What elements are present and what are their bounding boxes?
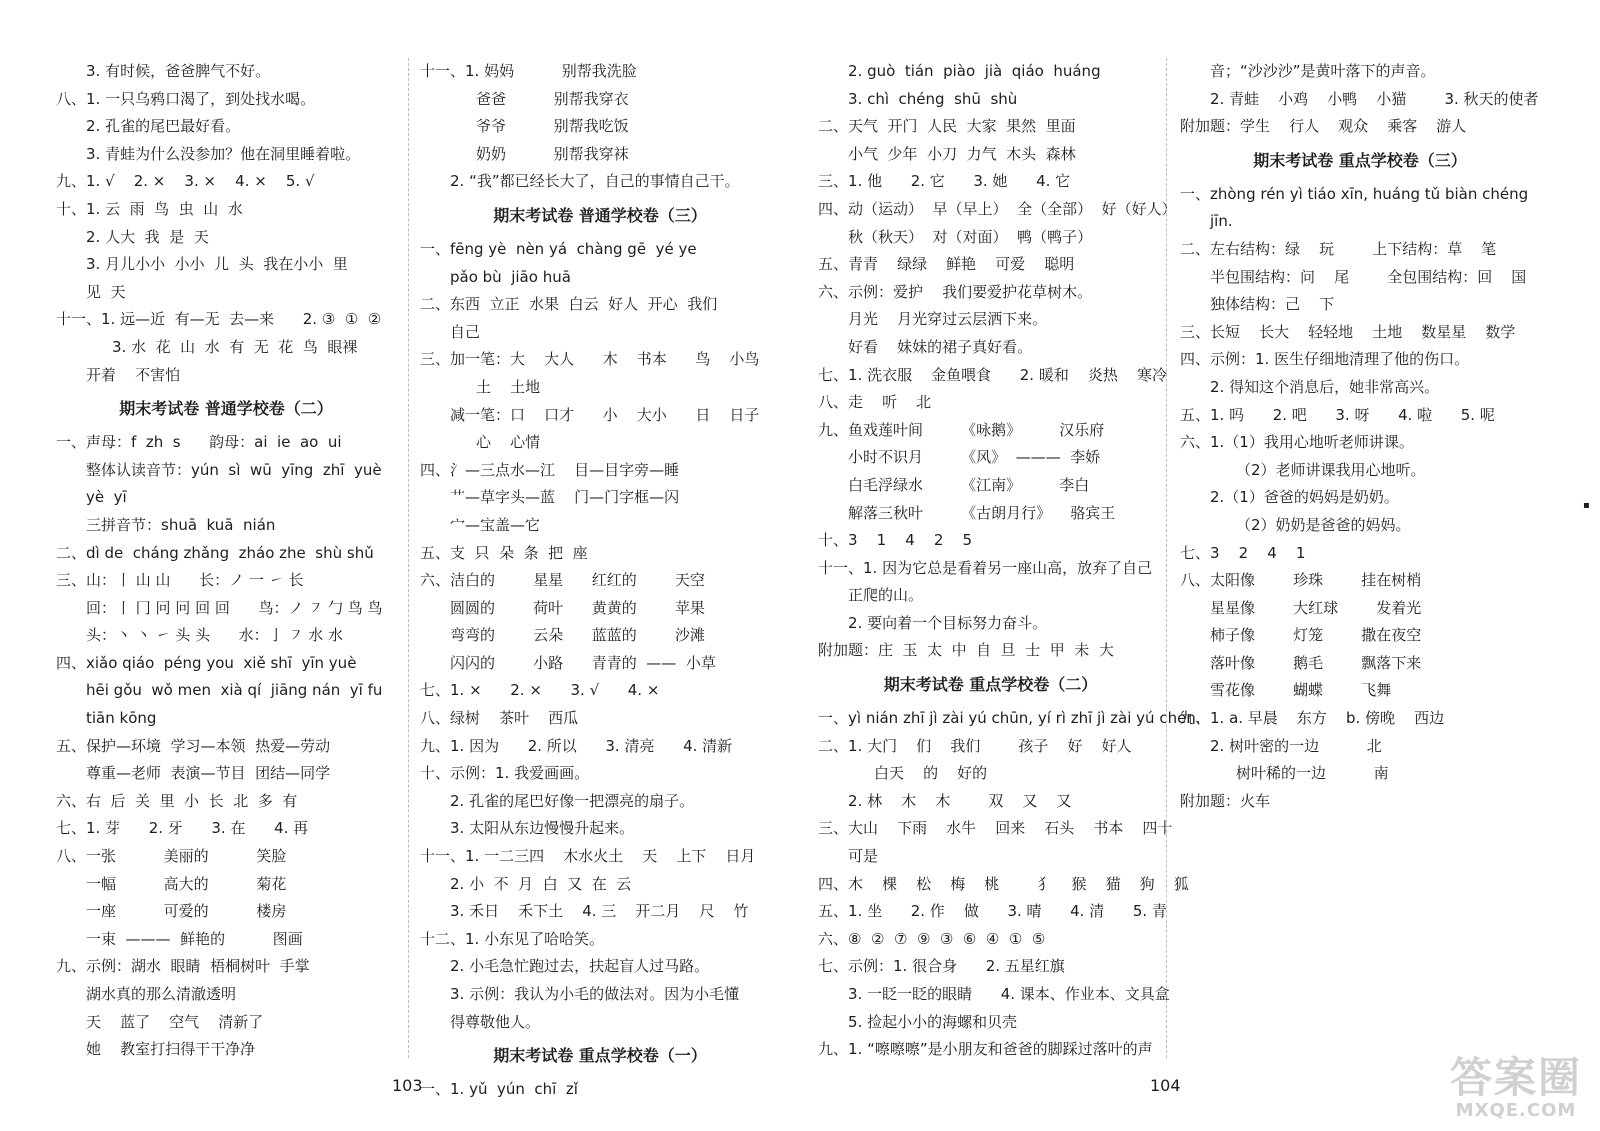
mark-dot: ▪ (1583, 500, 1590, 511)
answer-line: 九、1. √ 2. × 3. × 4. × 5. √ (56, 172, 315, 191)
answer-line: 3. 一眨一眨的眼睛 4. 课本、作业本、文具盒 (848, 985, 1170, 1003)
answer-line: 5. 捡起小小的海螺和贝壳 (848, 1012, 1018, 1031)
answer-line: 闪闪的 小路 青青的 —— 小草 (450, 653, 716, 672)
answer-line: 3. 青蛙为什么没参加？他在洞里睡着啦。 (86, 144, 361, 163)
answer-line: 六、右 后 关 里 小 长 北 多 有 (56, 791, 298, 810)
answer-line: 七、示例：1. 很合身 2. 五星红旗 (818, 957, 1065, 976)
page-number-left: 103 (392, 1076, 423, 1095)
answer-line: 她 教室打扫得干干净净 (86, 1040, 256, 1059)
answer-line: 2. “我”都已经长大了，自己的事情自己干。 (450, 172, 740, 191)
answer-line: 五、1. 坐 2. 作 做 3. 晴 4. 清 5. 青 (818, 902, 1167, 921)
answer-line: 三、1. 他 2. 它 3. 她 4. 它 (818, 172, 1071, 191)
answer-line: 3. 水 花 山 水 有 无 花 鸟 眼裸 (112, 337, 358, 356)
answer-line: 奶奶 别帮我穿袜 (476, 144, 629, 163)
answer-line: 六、洁白的 星星 红红的 天空 (420, 571, 705, 590)
answer-line: 2. 林 木 木 双 又 又 (848, 791, 1072, 810)
answer-line: 一幅 高大的 菊花 (86, 874, 287, 893)
answer-line: 一束 ——— 鲜艳的 图画 (86, 929, 303, 948)
section-heading: 期末考试卷 重点学校卷（一） (493, 1046, 707, 1066)
answer-line: 爷爷 别帮我吃饭 (476, 117, 629, 136)
column-2 (420, 58, 780, 1104)
answer-line: 十一、1. 远—近 有—无 去—来 2. ③ ① ② (56, 310, 382, 329)
answer-line: 2. 要向着一个目标努力奋斗。 (848, 613, 1048, 632)
answer-line: 2. 孔雀的尾巴最好看。 (86, 117, 241, 136)
answer-line: 解落三秋叶 《古朗月行》 骆宾王 (848, 503, 1116, 522)
answer-line: 2. 青蛙 小鸡 小鸭 小猫 3. 秋天的使者 (1210, 89, 1539, 108)
answer-line: 附加题：火车 (1180, 791, 1271, 810)
answer-line: 八、一张 美丽的 笑脸 (56, 847, 287, 866)
column-3 (818, 58, 1201, 1064)
column-divider (408, 58, 409, 1058)
answer-line: 三拼音节：shuā kuā nián (86, 515, 276, 534)
answer-line: 一、zhòng rén yì tiáo xīn, huáng tǔ biàn chéng (1180, 184, 1529, 203)
answer-line: 二、1. 大门 们 我们 孩子 好 好人 (818, 736, 1132, 755)
answer-line: 3. 月儿小小 小小 儿 头 我在小小 里 (86, 255, 348, 274)
answer-line: 五、1. 吗 2. 吧 3. 呀 4. 啦 5. 呢 (1180, 405, 1495, 424)
answer-line: 心 心情 (476, 433, 541, 452)
answer-line: 雪花像 蝴蝶 飞舞 (1210, 681, 1392, 700)
answer-line: 一、1. yǔ yún chī zǐ (420, 1080, 578, 1099)
answer-line: 九、示例：湖水 眼睛 梧桐树叶 手掌 (56, 957, 310, 976)
answer-line: 白天 的 好的 (874, 764, 988, 783)
answer-line: 十一、1. 一二三四 木水火土 天 上下 日月 (420, 847, 756, 866)
answer-line: 八、绿树 茶叶 西瓜 (420, 709, 579, 728)
answer-line: 2. 孔雀的尾巴好像一把漂亮的扇子。 (450, 791, 695, 810)
answer-line: 减一笔：口 口才 小 大小 日 日子 (450, 405, 760, 424)
answer-line: 天 蓝了 空气 清新了 (86, 1012, 264, 1031)
answer-line: 十、1. 云 雨 鸟 虫 山 水 (56, 199, 243, 218)
answer-line: 三、长短 长大 轻轻地 土地 数星星 数学 (1180, 322, 1516, 341)
answer-line: 二、左右结构：绿 玩 上下结构：草 笔 (1180, 239, 1497, 258)
answer-line: 三、大山 下雨 水牛 回来 石头 书本 四十 (818, 819, 1173, 838)
answer-line: 三、山：丨 山 山 长：ノ 一 ㇀ 长 (56, 571, 304, 590)
answer-line: 湖水真的那么清澈透明 (86, 985, 237, 1003)
answer-line: 可是 (848, 847, 879, 866)
answer-line: 爸爸 别帮我穿衣 (476, 89, 629, 108)
answer-line: 十一、1. 妈妈 别帮我洗脸 (420, 62, 637, 80)
answer-line: 白毛浮绿水 《江南》 李白 (848, 475, 1090, 494)
answer-line: 土 土地 (476, 377, 541, 396)
answer-line: 一座 可爱的 楼房 (86, 902, 287, 921)
answer-line: 五、保护—环境 学习—本领 热爱—劳动 (56, 736, 331, 755)
answer-line: 一、yì nián zhī jì zài yú chūn, yí rì zhī jì zài yú chén. (818, 709, 1201, 728)
answer-line: 七、3 2 4 1 (1180, 543, 1306, 562)
answer-line: 小气 少年 小刀 力气 木头 森林 (848, 144, 1076, 163)
answer-line: tiān kōng (86, 709, 157, 728)
answer-line: （2）奶奶是爸爸的妈妈。 (1236, 515, 1411, 534)
answer-line: 一、声母：f zh s 韵母：ai ie ao ui (56, 433, 342, 452)
answer-line: 头：丶 丶 ㇀ 头 头 水：亅 ㇇ 水 水 (86, 626, 343, 645)
answer-line: 得尊敬他人。 (450, 1012, 541, 1031)
answer-line: 六、1.（1）我用心地听老师讲课。 (1180, 433, 1414, 452)
watermark-logo-text: 答案圈 (1449, 1053, 1582, 1102)
answer-line: 正爬的山。 (848, 586, 924, 605)
answer-line: 九、1. a. 早晨 东方 b. 傍晚 西边 (1180, 709, 1445, 728)
answer-line: 三、加一笔：大 大人 木 书本 鸟 小鸟 (420, 350, 760, 369)
answer-line: 星星像 大红球 发着光 (1210, 598, 1422, 617)
answer-line: 五、青青 绿绿 鲜艳 可爱 聪明 (818, 255, 1075, 274)
answer-line: hēi gǒu wǒ men xià qí jiāng nán yī fu (86, 681, 383, 700)
answer-line: 半包围结构：问 尾 全包围结构：回 国 (1210, 267, 1527, 286)
answer-line: 十二、1. 小东见了哈哈笑。 (420, 929, 605, 948)
section-heading: 期末考试卷 重点学校卷（三） (1253, 150, 1467, 170)
answer-line: 3. 禾日 禾下土 4. 三 开二月 尺 竹 (450, 902, 749, 921)
answer-line: 好看 妹妹的裙子真好看。 (848, 337, 1033, 356)
answer-line: 七、1. 洗衣服 金鱼喂食 2. 暖和 炎热 寒冷 (818, 365, 1167, 384)
answer-line: 回：丨 冂 冋 冋 回 回 鸟：ノ ㇇ 勹 鸟 鸟 (86, 598, 383, 617)
answer-line: 八、走 听 北 (818, 393, 932, 412)
answer-line: 见 天 (86, 282, 126, 301)
answer-line: 一、fēng yè nèn yá chàng gē yé ye (420, 239, 697, 258)
answer-line: pǎo bù jiāo huā (450, 267, 571, 286)
answer-line: 2.（1）爸爸的妈妈是奶奶。 (1210, 488, 1399, 507)
answer-line: 2. 得知这个消息后，她非常高兴。 (1210, 377, 1440, 396)
answer-line: 艹—草字头—蓝 门—门字框—闪 (450, 488, 680, 507)
answer-line: 2. 人大 我 是 天 (86, 227, 209, 246)
answer-line: 二、东西 立正 水果 白云 好人 开心 我们 (420, 295, 718, 314)
answer-line: 2. 小 不 月 白 又 在 云 (450, 874, 632, 893)
watermark (1446, 1055, 1586, 1121)
answer-line: 柿子像 灯笼 撒在夜空 (1210, 626, 1422, 645)
answer-line: 四、氵—三点水—江 目—目字旁—睡 (420, 460, 680, 479)
answer-line: 3. 太阳从东边慢慢升起来。 (450, 819, 635, 838)
answer-line: 3. 有时候，爸爸脾气不好。 (86, 62, 271, 80)
answer-line: 小时不识月 《风》 ——— 李娇 (848, 448, 1101, 467)
answer-line: 独体结构：己 下 (1210, 295, 1335, 314)
answer-line: 八、太阳像 珍珠 挂在树梢 (1180, 571, 1422, 590)
answer-line: 圆圆的 荷叶 黄黄的 苹果 (450, 598, 705, 617)
answer-line: 四、动（运动） 早（早上） 全（全部） 好（好人） (818, 199, 1177, 218)
answer-line: 二、dì de cháng zhǎng zháo zhe shù shǔ (56, 543, 374, 562)
answer-line: 十一、1. 因为它总是看着另一座山高，放弃了自己 (818, 558, 1153, 577)
answer-line: 附加题：学生 行人 观众 乘客 游人 (1180, 117, 1467, 136)
answer-line: 尊重—老师 表演—节目 团结—同学 (86, 764, 331, 783)
answer-line: jīn. (1210, 212, 1233, 231)
answer-line: 月光 月光穿过云层洒下来。 (848, 310, 1048, 329)
answer-line: 整体认读音节：yún sì wū yīng zhī yuè (86, 460, 382, 479)
answer-line: 2. 树叶密的一边 北 (1210, 736, 1382, 755)
answer-line: 落叶像 鹅毛 飘落下来 (1210, 653, 1422, 672)
page-number-right: 104 (1150, 1076, 1181, 1095)
answer-line: （2）老师讲课我用心地听。 (1236, 460, 1426, 479)
section-heading: 期末考试卷 普通学校卷（三） (493, 205, 707, 225)
answer-line: 四、示例：1. 医生仔细地清理了他的伤口。 (1180, 350, 1470, 369)
answer-line: 十、3 1 4 2 5 (818, 531, 973, 550)
column-divider (1166, 58, 1167, 1058)
answer-line: 弯弯的 云朵 蓝蓝的 沙滩 (450, 626, 705, 645)
column-4 (1180, 58, 1540, 815)
answer-line: 六、⑧ ② ⑦ ⑨ ③ ⑥ ④ ① ⑤ (818, 929, 1046, 948)
answer-line: 2. guò tián piào jià qiáo huáng (848, 62, 1101, 80)
answer-line: 音；“沙沙沙”是黄叶落下的声音。 (1210, 62, 1436, 80)
answer-line: 秋（秋天） 对（对面） 鸭（鸭子） (848, 227, 1093, 246)
answer-line: 四、xiǎo qiáo péng you xiě shī yīn yuè (56, 653, 357, 672)
answer-line: 九、鱼戏莲叶间 《咏鹅》 汉乐府 (818, 420, 1105, 439)
answer-line: 2. 小毛急忙跑过去，扶起盲人过马路。 (450, 957, 710, 976)
answer-line: 附加题：庄 玉 太 中 自 旦 士 甲 未 大 (818, 641, 1114, 660)
answer-line: 八、1. 一只乌鸦口渴了，到处找水喝。 (56, 89, 316, 108)
answer-line: yè yī (86, 488, 127, 507)
answer-line: 七、1. × 2. × 3. √ 4. × (420, 681, 660, 700)
answer-line: 四、木 棵 松 梅 桃 犭 猴 猫 狗 狐 (818, 874, 1189, 893)
answer-line: 十、示例：1. 我爱画画。 (420, 764, 590, 783)
section-heading: 期末考试卷 重点学校卷（二） (883, 675, 1098, 695)
column-1 (56, 58, 396, 1064)
answer-line: 3. 示例：我认为小毛的做法对。因为小毛懂 (450, 985, 740, 1003)
answer-line: 九、1. 因为 2. 所以 3. 清亮 4. 清新 (420, 736, 733, 755)
answer-line: 五、支 只 朵 条 把 座 (420, 543, 588, 562)
section-heading: 期末考试卷 普通学校卷（二） (119, 399, 333, 419)
answer-line: 六、示例：爱护 我们要爱护花草树木。 (818, 282, 1093, 301)
answer-line: 二、天气 开门 人民 大家 果然 里面 (818, 117, 1076, 136)
watermark-url: MXQE.COM (1455, 1100, 1577, 1121)
answer-line: 宀—宝盖—它 (450, 515, 541, 534)
answer-line: 树叶稀的一边 南 (1236, 764, 1389, 783)
answer-line: 3. chì chéng shū shù (848, 89, 1018, 108)
answer-line: 自己 (450, 322, 481, 341)
answer-line: 七、1. 芽 2. 牙 3. 在 4. 再 (56, 819, 309, 838)
answer-line: 九、1. “嚓嚓嚓”是小朋友和爸爸的脚踩过落叶的声 (818, 1040, 1153, 1059)
answer-line: 开着 不害怕 (86, 365, 181, 384)
